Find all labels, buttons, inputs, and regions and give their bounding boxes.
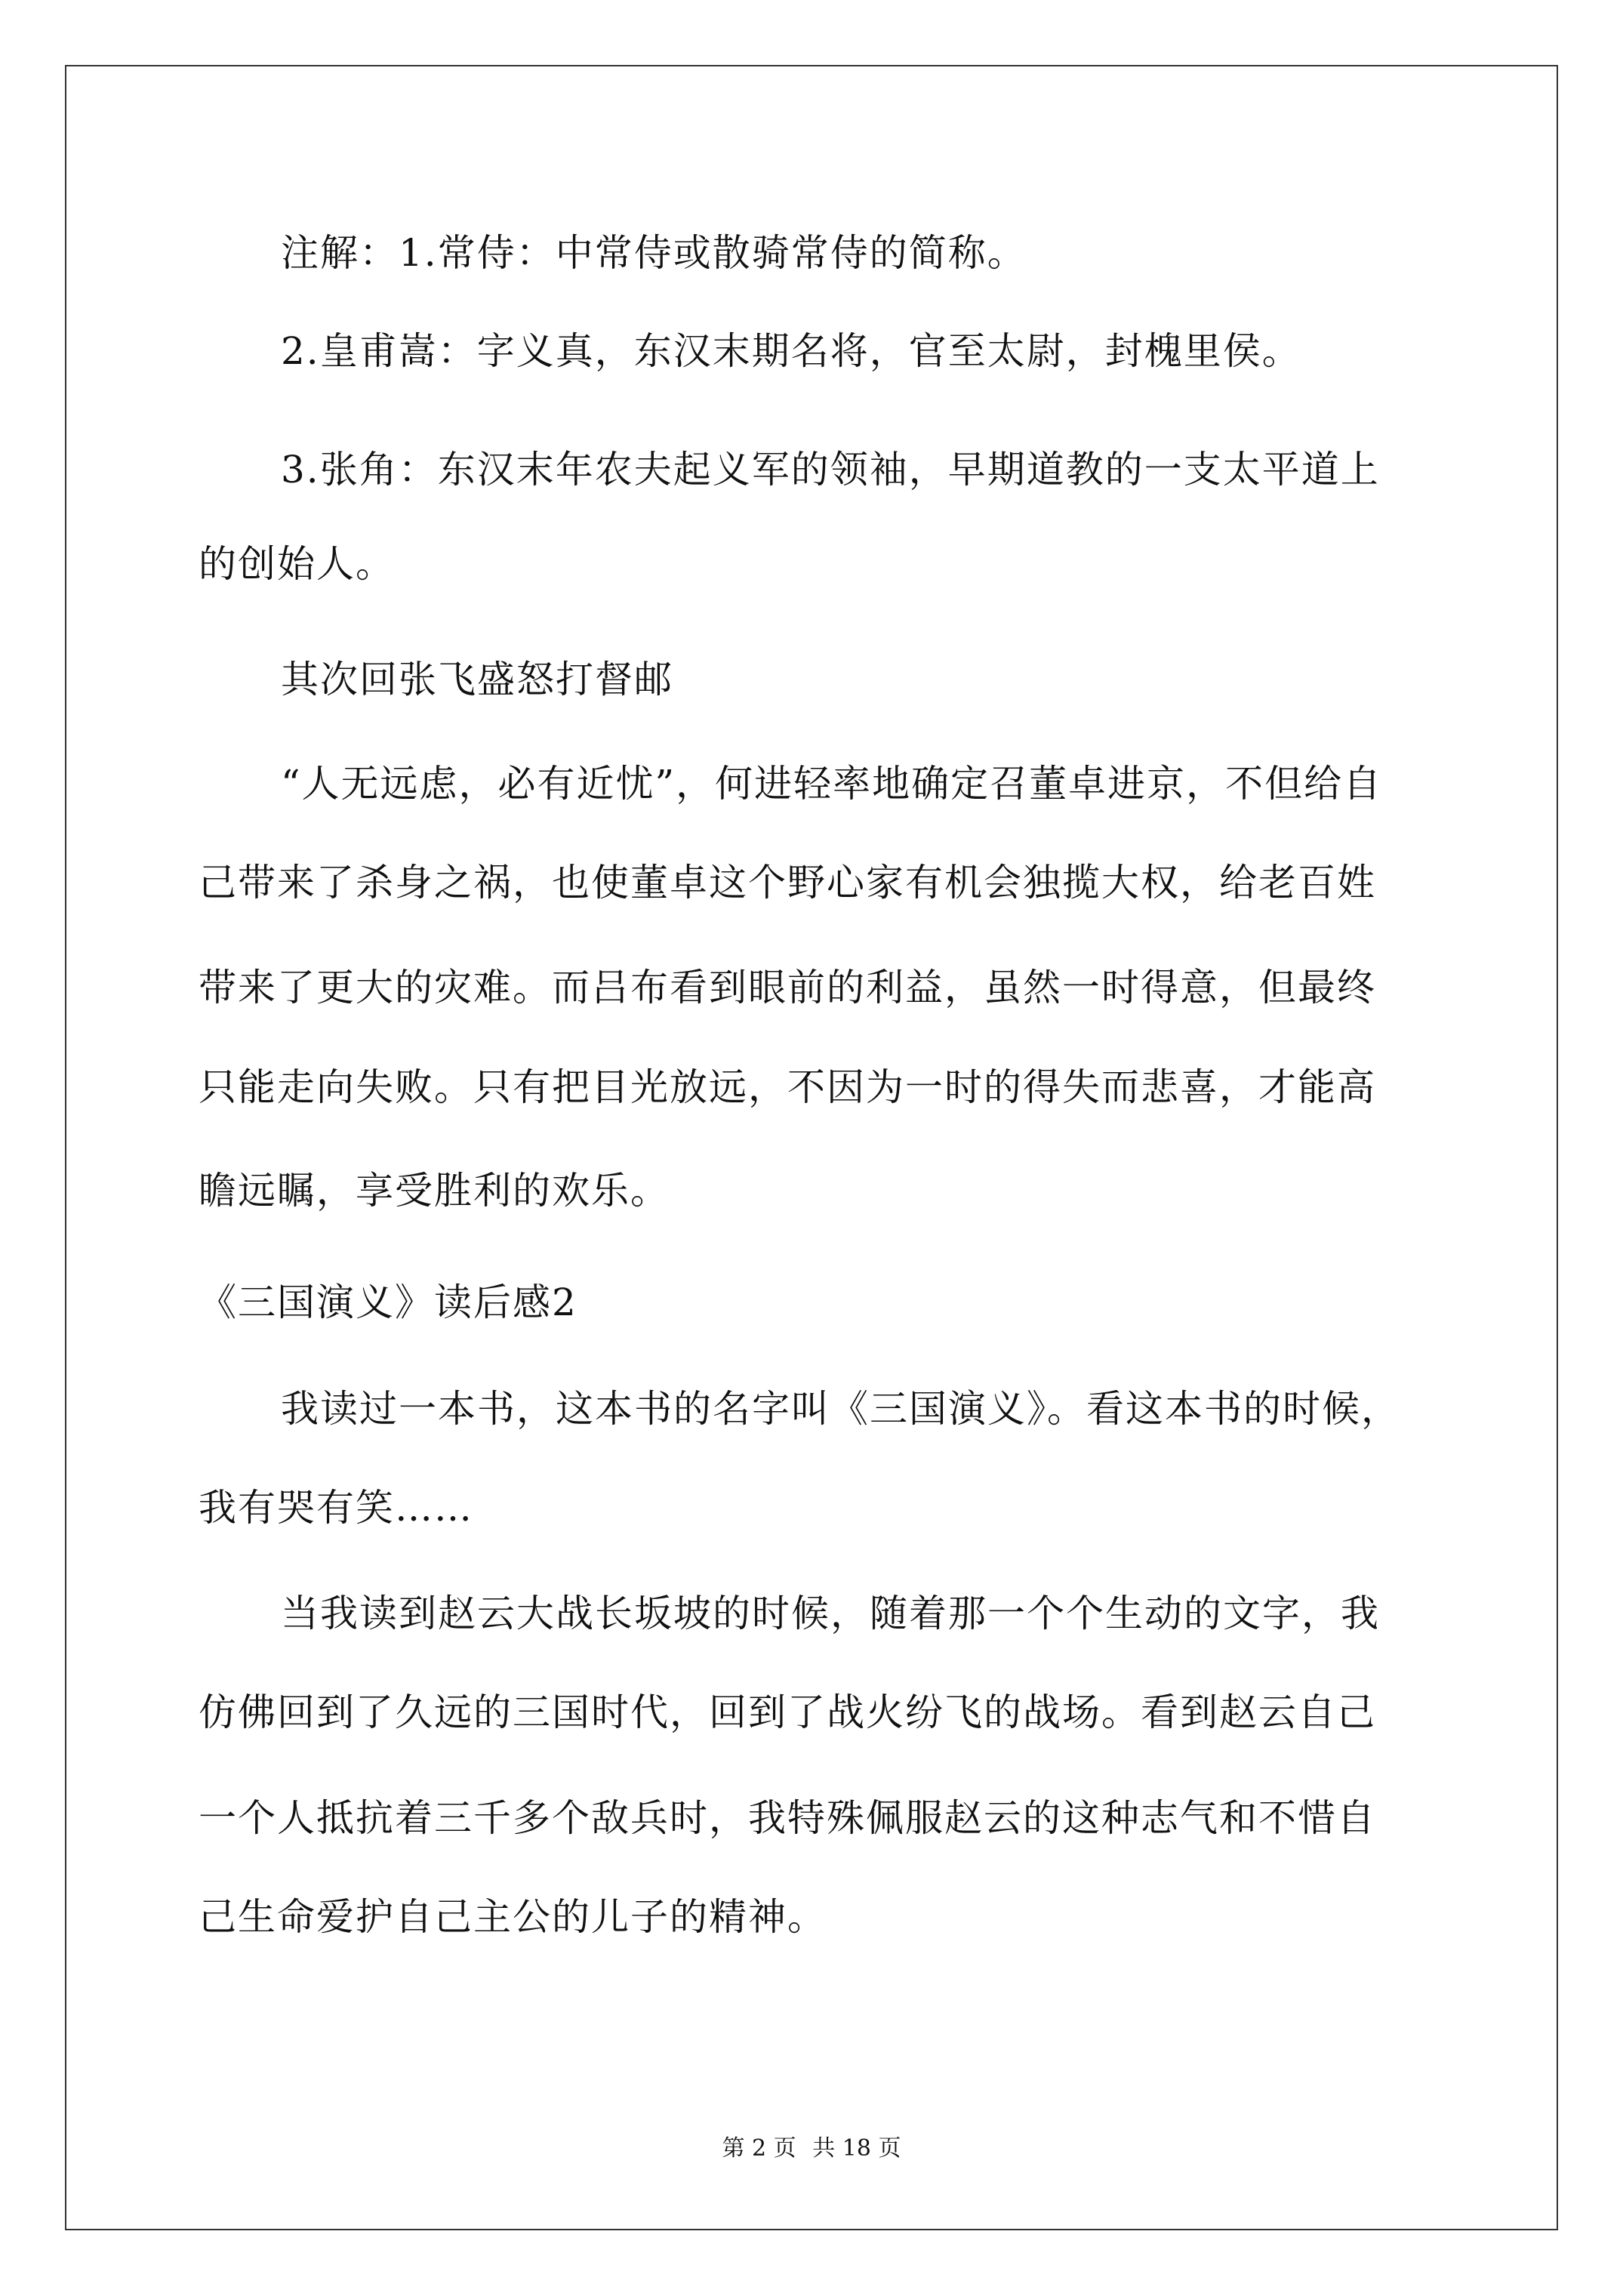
annotation-line-4: 的创始人。 — [199, 542, 395, 586]
paragraph-line: 只能走向失败。只有把目光放远，不因为一时的得失而悲喜，才能高 — [199, 1065, 1376, 1109]
page-total: 共 18 页 — [812, 2135, 901, 2162]
paragraph-line: 我有哭有笑…… — [199, 1486, 473, 1530]
paragraph-line: 仿佛回到了久远的三国时代，回到了战火纷飞的战场。看到赵云自己 — [199, 1690, 1376, 1734]
paragraph-line: 瞻远瞩，享受胜利的欢乐。 — [199, 1169, 670, 1213]
paragraph-line: 当我读到赵云大战长坂坡的时候，随着那一个个生动的文字，我 — [281, 1592, 1380, 1635]
page-number: 第 2 页 — [722, 2135, 796, 2162]
paragraph-line: 己带来了杀身之祸，也使董卓这个野心家有机会独揽大权，给老百姓 — [199, 861, 1376, 905]
paragraph-line: 己生命爱护自己主公的儿子的精神。 — [199, 1895, 827, 1939]
essay-title: 《三国演义》读后感2 — [199, 1281, 577, 1324]
paragraph-line: 一个人抵抗着三千多个敌兵时，我特殊佩服赵云的这种志气和不惜自 — [199, 1796, 1376, 1840]
section-heading-chapter: 其次回张飞盛怒打督邮 — [281, 658, 673, 701]
annotation-line-2: 2.皇甫嵩：字义真，东汉末期名将，官至太尉，封槐里侯。 — [281, 329, 1301, 373]
annotation-line-3: 3.张角：东汉末年农夫起义军的领袖，早期道教的一支太平道上 — [281, 448, 1380, 492]
paragraph-line: 带来了更大的灾难。而吕布看到眼前的利益，虽然一时得意，但最终 — [199, 966, 1376, 1009]
page-footer — [0, 2135, 1623, 2162]
paragraph-line: 我读过一本书，这本书的名字叫《三国演义》。看这本书的时候， — [281, 1387, 1400, 1431]
annotation-line-1: 注解：1.常侍：中常侍或散骑常侍的简称。 — [281, 231, 1027, 275]
paragraph-line: “人无远虑，必有近忧”，何进轻率地确定召董卓进京，不但给自 — [281, 762, 1383, 806]
